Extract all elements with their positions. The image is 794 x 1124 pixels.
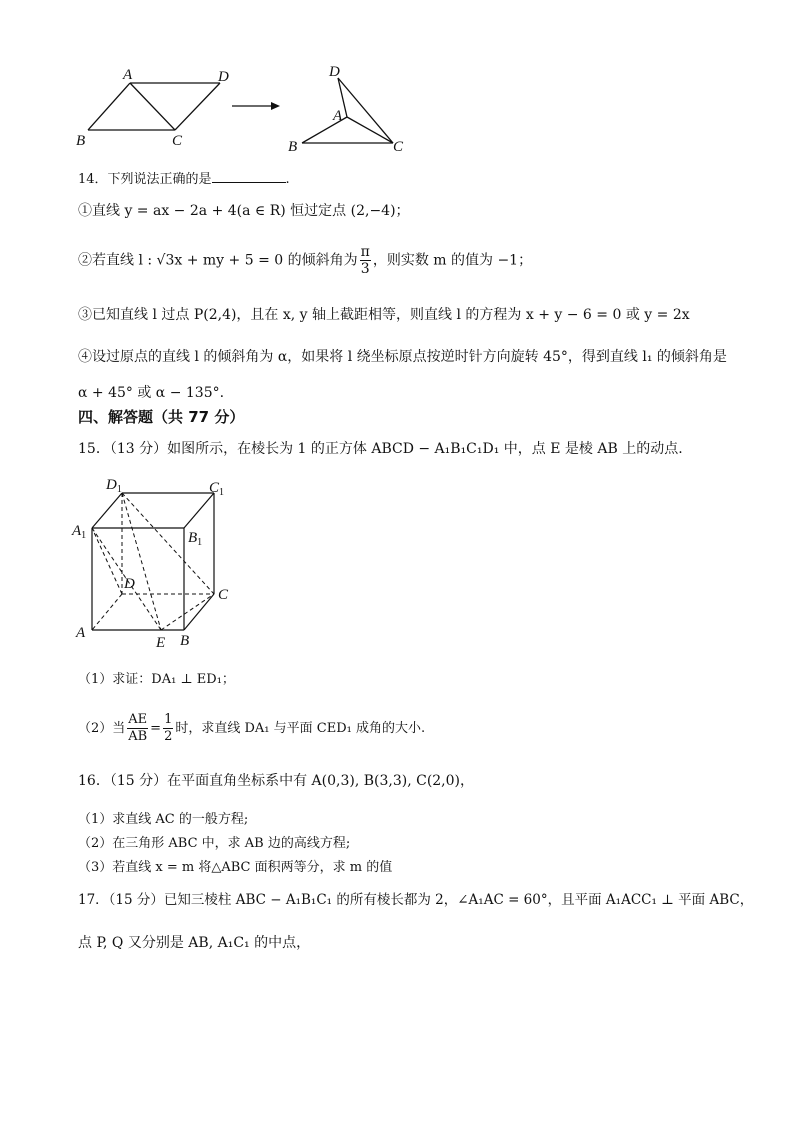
cube-solid-edges: [92, 493, 214, 630]
q14-statement-1: ①直线 y = ax − 2a + 4(a ∈ R) 恒过定点 (2,−4)；: [78, 203, 410, 219]
cube-label-d1: $D_1$: [106, 477, 122, 495]
parallelogram-abcd: [88, 83, 220, 130]
fold-figure: [70, 60, 420, 155]
q14-statement-4-cont: α + 45° 或 α − 135°.: [78, 385, 225, 401]
q14-statement-2: ②若直线 l : √3x + my + 5 = 0 的倾斜角为 $\frac{\pi}{3}$ ，则实数 m 的值为 −1；: [78, 244, 533, 277]
q16-part-1: （1）求直线 AC 的一般方程;: [78, 812, 249, 827]
cube-label-d: D: [124, 576, 135, 592]
cube-label-b: B: [180, 633, 190, 649]
q14-statement-4: ④设过原点的直线 l 的倾斜角为 α，如果将 l 绕坐标原点按逆时针方向旋转 45°，得到直线 l₁ 的倾斜角是: [78, 349, 727, 365]
fraction-ae-ab: $\frac{AE}{AB}$: [128, 712, 148, 744]
label-a-folded: A: [333, 108, 343, 124]
q15-part-1: （1）求证：DA₁ ⊥ ED₁；: [78, 672, 235, 687]
q14-statement-3: ③已知直线 l 过点 P(2,4)，且在 x, y 轴上截距相等，则直线 l 的方程为 x + y − 6 = 0 或 y = 2x: [78, 307, 690, 323]
fraction-pi-over-3: $\frac{\pi}{3}$: [360, 244, 370, 277]
answer-blank[interactable]: [212, 170, 286, 183]
q15-stem: 15．（13 分）如图所示，在棱长为 1 的正方体 ABCD − A₁B₁C₁D₁ 中，点 E 是棱 AB 上的动点.: [78, 441, 683, 457]
q17-line-1: 17．（15 分）已知三棱柱 ABC − A₁B₁C₁ 的所有棱长都为 2，∠A₁AC = 60°，且平面 A₁ACC₁ ⊥ 平面 ABC，: [78, 892, 754, 908]
label-c-folded: C: [393, 139, 404, 155]
arrow-icon: [232, 102, 280, 110]
cube-label-c1: $C_1$: [209, 480, 225, 498]
q15-part-2: （2）当 $\frac{AE}{AB}$ = $\frac{1}{2}$ 时，求直线 DA₁ 与平面 CED₁ 成角的大小.: [78, 712, 426, 744]
q16-part-3: （3）若直线 x = m 将△ABC 面积两等分，求 m 的值: [78, 860, 393, 875]
cube-label-a1: $A_1$: [72, 523, 87, 541]
label-d: D: [218, 69, 229, 85]
cube-figure: [68, 472, 248, 657]
q17-line-2: 点 P, Q 又分别是 AB, A₁C₁ 的中点，: [78, 935, 311, 951]
cube-label-c: C: [218, 587, 229, 603]
fraction-one-half: $\frac{1}{2}$: [164, 712, 173, 744]
cube-label-b1: $B_1$: [188, 530, 203, 548]
label-b: B: [76, 133, 86, 149]
q16-part-2: （2）在三角形 ABC 中，求 AB 边的高线方程;: [78, 836, 351, 851]
section-heading: 四、解答题（共 77 分）: [78, 408, 245, 426]
label-d-folded: D: [329, 64, 340, 80]
label-c: C: [172, 133, 183, 149]
cube-label-e: E: [156, 635, 166, 651]
label-b-folded: B: [288, 139, 298, 155]
q14-stem: 14．下列说法正确的是 .: [78, 172, 290, 187]
label-a: A: [123, 67, 133, 83]
cube-label-a: A: [76, 625, 86, 641]
folded-tetrahedron: [302, 78, 393, 143]
q16-stem: 16．（15 分）在平面直角坐标系中有 A(0,3), B(3,3), C(2,0)，: [78, 773, 475, 789]
